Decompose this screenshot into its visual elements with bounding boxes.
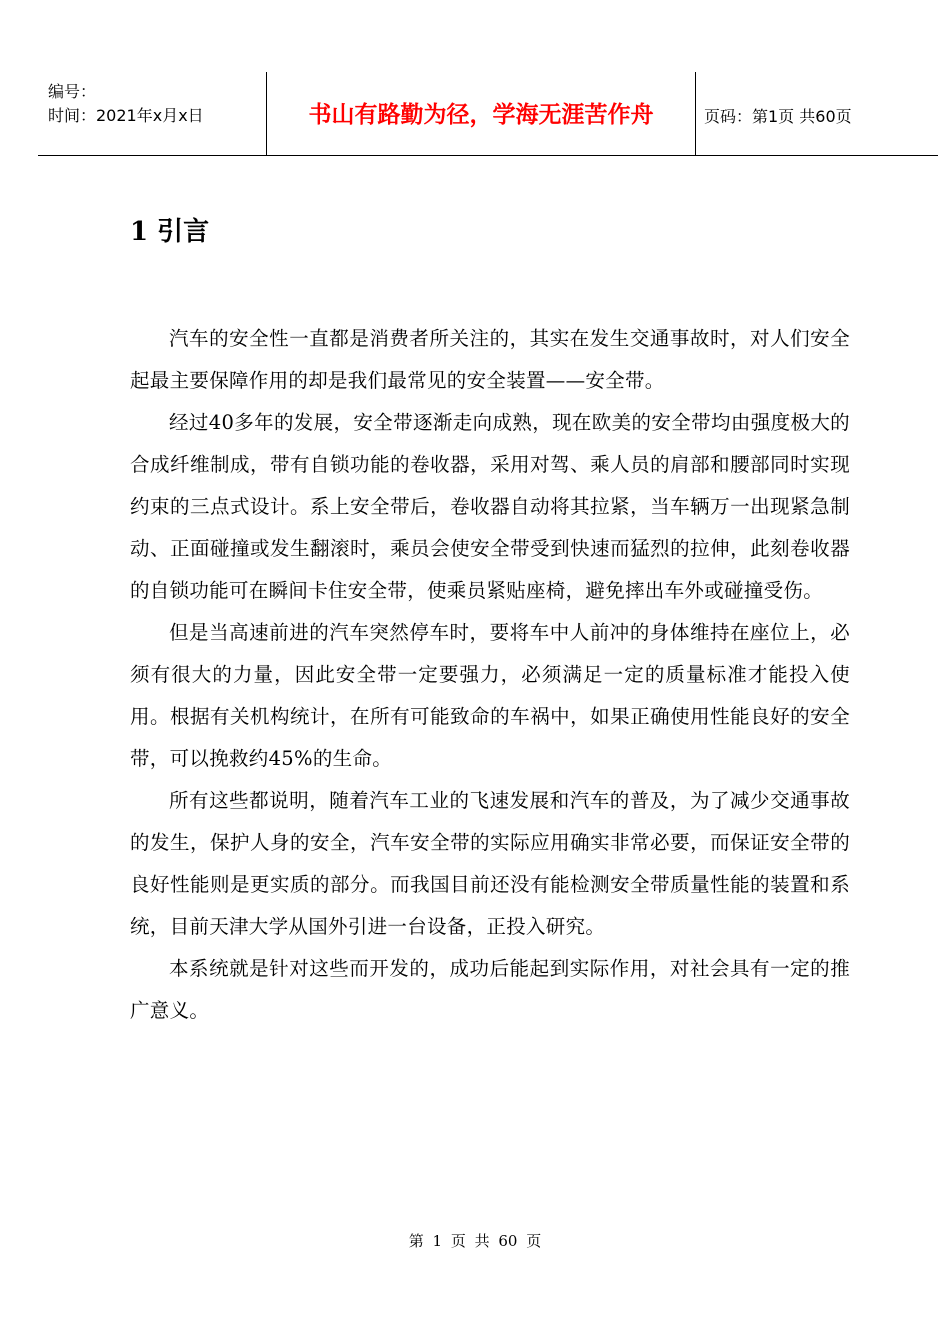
header-motto: 书山有路勤为径，学海无涯苦作舟 bbox=[308, 101, 654, 128]
time-label: 时间：2021年x月x日 bbox=[48, 106, 204, 125]
header-page-code: 页码：第1页 共60页 bbox=[704, 107, 852, 126]
section-title: 1 引言 bbox=[130, 217, 210, 247]
serial-number-label: 编号： bbox=[48, 82, 97, 101]
paragraph: 汽车的安全性一直都是消费者所关注的，其实在发生交通事故时，对人们安全起最主要保障作用的却是我们最常见的安全装置——安全带。 bbox=[130, 327, 850, 392]
paragraph: 但是当高速前进的汽车突然停车时，要将车中人前冲的身体维持在座位上，必须有很大的力量，因此安全带一定要强力，必须满足一定的质量标准才能投入使用。根据有关机构统计，在所有可能致命的车祸中，如果正确使用性能良好的安全带，可以挽救约45%的生命。 bbox=[130, 621, 850, 770]
paragraph: 本系统就是针对这些而开发的，成功后能起到实际作用，对社会具有一定的推广意义。 bbox=[130, 957, 850, 1022]
page-footer: 第 1 页 共 60 页 bbox=[408, 1232, 542, 1250]
body-text bbox=[130, 318, 850, 1032]
header-divider-right bbox=[695, 72, 696, 155]
paragraph: 所有这些都说明，随着汽车工业的飞速发展和汽车的普及，为了减少交通事故的发生，保护人身的安全，汽车安全带的实际应用确实非常必要，而保证安全带的良好性能则是更实质的部分。而我国目前还没有能检测安全带质量性能的装置和系统，目前天津大学从国外引进一台设备，正投入研究。 bbox=[130, 789, 850, 938]
page-header bbox=[38, 72, 938, 156]
header-meta bbox=[48, 80, 204, 128]
paragraph: 经过40多年的发展，安全带逐渐走向成熟，现在欧美的安全带均由强度极大的合成纤维制成，带有自锁功能的卷收器，采用对驾、乘人员的肩部和腰部同时实现约束的三点式设计。系上安全带后，卷收器自动将其拉紧，当车辆万一出现紧急制动、正面碰撞或发生翻滚时，乘员会使安全带受到快速而猛烈的拉伸，此刻卷收器的自锁功能可在瞬间卡住安全带，使乘员紧贴座椅，避免摔出车外或碰撞受伤。 bbox=[130, 411, 850, 602]
